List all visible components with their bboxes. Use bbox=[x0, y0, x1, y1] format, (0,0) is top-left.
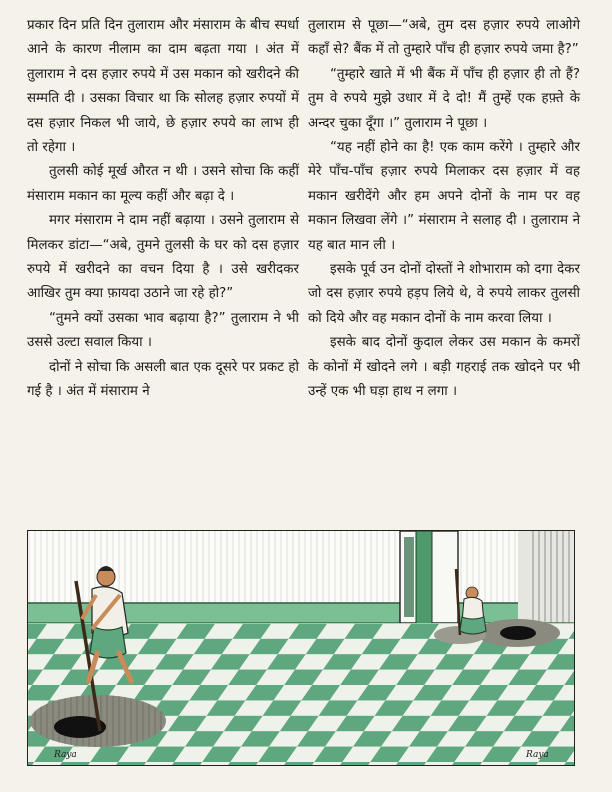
digging-scene-drawing bbox=[28, 531, 575, 766]
doorway bbox=[400, 531, 458, 631]
paragraph: “यह नहीं होने का है! एक काम करेंगे । तुम्हारे और मेरे पाँच-पाँच हज़ार रुपये मिलाकर दस हज़ार में वह मकान खरीदेंगे और हम अपने दोनों के नाम पर वह मकान लिखवा लेंगे ।” मंसाराम ने सलाह दी । तुलाराम ने यह बात मान ली । bbox=[308, 140, 580, 253]
artist-signature-left: Raya bbox=[54, 750, 77, 760]
text-column-right bbox=[308, 14, 580, 405]
story-illustration bbox=[27, 530, 575, 766]
dirt-pile-right bbox=[476, 619, 560, 647]
paragraph: दोनों ने सोचा कि असली बात एक दूसरे पर प्रकट हो गई है । अंत में मंसाराम ने bbox=[27, 359, 299, 400]
paragraph: प्रकार दिन प्रति दिन तुलाराम और मंसाराम के बीच स्पर्धा आने के कारण नीलाम का दाम बढ़ता गया । अंत में तुलाराम ने दस हज़ार रुपये में उस मकान को खरीदने की सम्मति दी । उसका विचार था कि सोलह हज़ार रुपयों में दस हज़ार निकल भी जाये, छे हज़ार रुपये का लाभ ही तो रहेगा । bbox=[27, 18, 299, 156]
paragraph: इसके पूर्व उन दोनों दोस्तों ने शोभाराम को दगा देकर जो दस हज़ार रुपये हड़प लिये थे, वे रुपये लाकर तुलसी को दिये और वह मकान दोनों के नाम करवा लिया । bbox=[308, 262, 580, 326]
paragraph: मगर मंसाराम ने दाम नहीं बढ़ाया । उसने तुलाराम से मिलकर डांटा—“अबे, तुमने तुलसी के घर को दस हज़ार रुपये में खरीदने का वचन दिया है । उसे खरीदकर आखिर तुम क्या फ़ायदा उठाने जा रहे हो?” bbox=[27, 213, 299, 302]
artist-signature-right: Raya bbox=[526, 750, 549, 760]
paragraph: “तुमने क्यों उसका भाव बढ़ाया है?” तुलाराम ने भी उससे उल्टा सवाल किया । bbox=[27, 310, 299, 351]
paragraph: इसके बाद दोनों कुदाल लेकर उस मकान के कमरों के कोनों में खोदने लगे । बड़ी गहराई तक खोदने पर भी उन्हें एक भी घड़ा हाथ न लगा । bbox=[308, 335, 580, 400]
text-column-left bbox=[27, 14, 299, 405]
paragraph: “तुम्हारे खाते में भी बैंक में पाँच ही हज़ार ही तो हैं? तुम वे रुपये मुझे उधार में दे दो! मैं तुम्हें एक हफ़्ते के अन्दर चुका दूँगा ।” तुलाराम ने पूछा । bbox=[308, 66, 580, 131]
paragraph: तुलसी कोई मूर्ख औरत न थी । उसने सोचा कि कहीं मंसाराम मकान का मूल्य कहीं और बढ़ा दे । bbox=[27, 164, 299, 204]
paragraph: तुलाराम से पूछा—“अबे, तुम दस हज़ार रुपये लाओगे कहाँ से? बैंक में तो तुम्हारे पाँच ही हज़ार रुपये जमा है?” bbox=[308, 18, 580, 58]
